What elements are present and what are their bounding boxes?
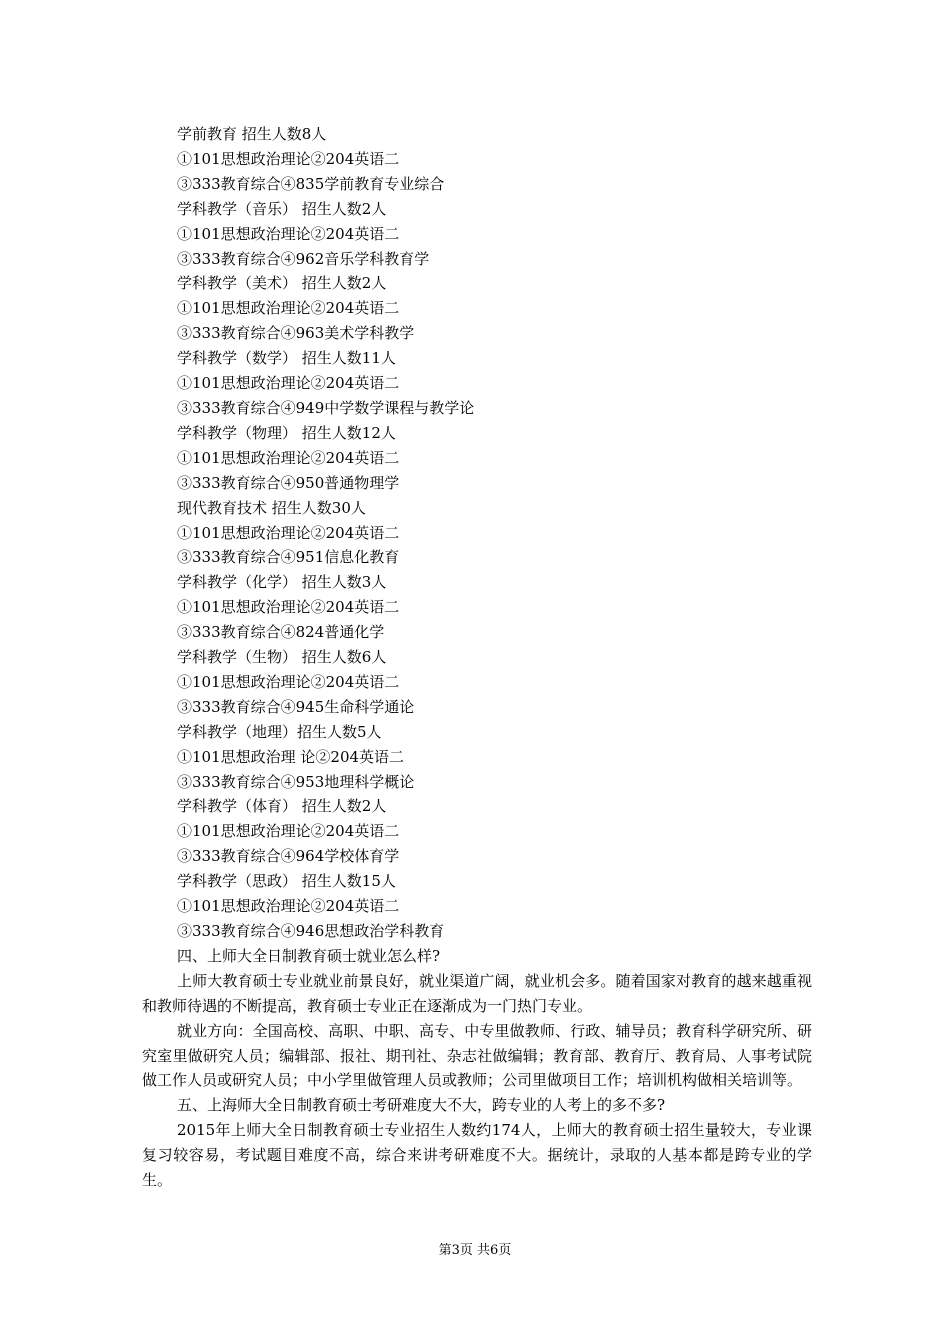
exam-subjects-line: ①101思想政治理论②204英语二 (177, 822, 400, 841)
program-header-math: 学科教学（数学） 招生人数11人 (177, 349, 396, 368)
section-heading-employment: 四、上师大全日制教育硕士就业怎么样? (177, 946, 441, 965)
program-header-politics: 学科教学（思政） 招生人数15人 (177, 872, 396, 891)
exam-subjects-line: ③333教育综合④962音乐学科教育学 (177, 249, 430, 268)
exam-subjects-line: ③333教育综合④963美术学科教学 (177, 324, 415, 343)
program-header-edtech: 现代教育技术 招生人数30人 (177, 498, 366, 517)
program-header-preschool: 学前教育 招生人数8人 (177, 125, 327, 143)
exam-subjects-line: ③333教育综合④945生命科学通论 (177, 697, 415, 716)
exam-subjects-line: ③333教育综合④964学校体育学 (177, 847, 400, 866)
program-header-geography: 学科教学（地理）招生人数5人 (177, 722, 382, 741)
paragraph-employment-directions: 就业方向：全国高校、高职、中职、高专、中专里做教师、行政、辅导员；教育科学研究所、研究室里做研究人员；编辑部、报社、期刊社、杂志社做编辑；教育部、教育厅、教育局、人事考试院做工作人员或研究人员；中小学里做管理人员或教师；公司里做项目工作；培训机构做相关培训等。 (142, 1021, 812, 1090)
exam-subjects-line: ①101思想政治理 论②204英语二 (177, 747, 405, 766)
exam-subjects-line: ①101思想政治理论②204英语二 (177, 672, 400, 691)
program-header-music: 学科教学（音乐） 招生人数2人 (177, 199, 387, 218)
exam-subjects-line: ①101思想政治理论②204英语二 (177, 149, 400, 168)
exam-subjects-line: ③333教育综合④953地理科学概论 (177, 772, 415, 791)
exam-subjects-line: ③333教育综合④946思想政治学科教育 (177, 922, 445, 940)
exam-subjects-line: ①101思想政治理论②204英语二 (177, 448, 400, 467)
exam-subjects-line: ①101思想政治理论②204英语二 (177, 598, 400, 617)
exam-subjects-line: ③333教育综合④835学前教育专业综合 (177, 174, 445, 193)
exam-subjects-line: ③333教育综合④950普通物理学 (177, 473, 400, 492)
exam-subjects-line: ①101思想政治理论②204英语二 (177, 523, 400, 542)
exam-subjects-line: ③333教育综合④949中学数学课程与教学论 (177, 398, 475, 417)
exam-subjects-line: ①101思想政治理论②204英语二 (177, 897, 400, 916)
exam-subjects-line: ③333教育综合④951信息化教育 (177, 548, 400, 567)
document-body (142, 122, 812, 1193)
program-header-pe: 学科教学（体育） 招生人数2人 (177, 797, 387, 816)
exam-subjects-line: ①101思想政治理论②204英语二 (177, 224, 400, 243)
program-header-chemistry: 学科教学（化学） 招生人数3人 (177, 573, 387, 592)
exam-subjects-line: ①101思想政治理论②204英语二 (177, 374, 400, 393)
exam-subjects-line: ①101思想政治理论②204英语二 (177, 299, 400, 318)
program-header-physics: 学科教学（物理） 招生人数12人 (177, 423, 396, 442)
section-heading-difficulty: 五、上海师大全日制教育硕士考研难度大不大，跨专业的人考上的多不多? (177, 1096, 666, 1115)
program-header-biology: 学科教学（生物） 招生人数6人 (177, 648, 387, 667)
paragraph-employment-outlook: 上师大教育硕士专业就业前景良好，就业渠道广阔，就业机会多。随着国家对教育的越来越重视和教师待遇的不断提高，教育硕士专业正在逐渐成为一门热门专业。 (142, 971, 812, 1015)
page-number-footer: 第3页 共6页 (438, 1243, 512, 1258)
paragraph-difficulty: 2015年上师大全日制教育硕士专业招生人数约174人，上师大的教育硕士招生量较大，专业课复习较容易，考试题目难度不高，综合来讲考研难度不大。据统计，录取的人基本都是跨专业的学生。 (142, 1121, 812, 1190)
exam-subjects-line: ③333教育综合④824普通化学 (177, 623, 385, 642)
program-header-art: 学科教学（美术） 招生人数2人 (177, 274, 387, 293)
